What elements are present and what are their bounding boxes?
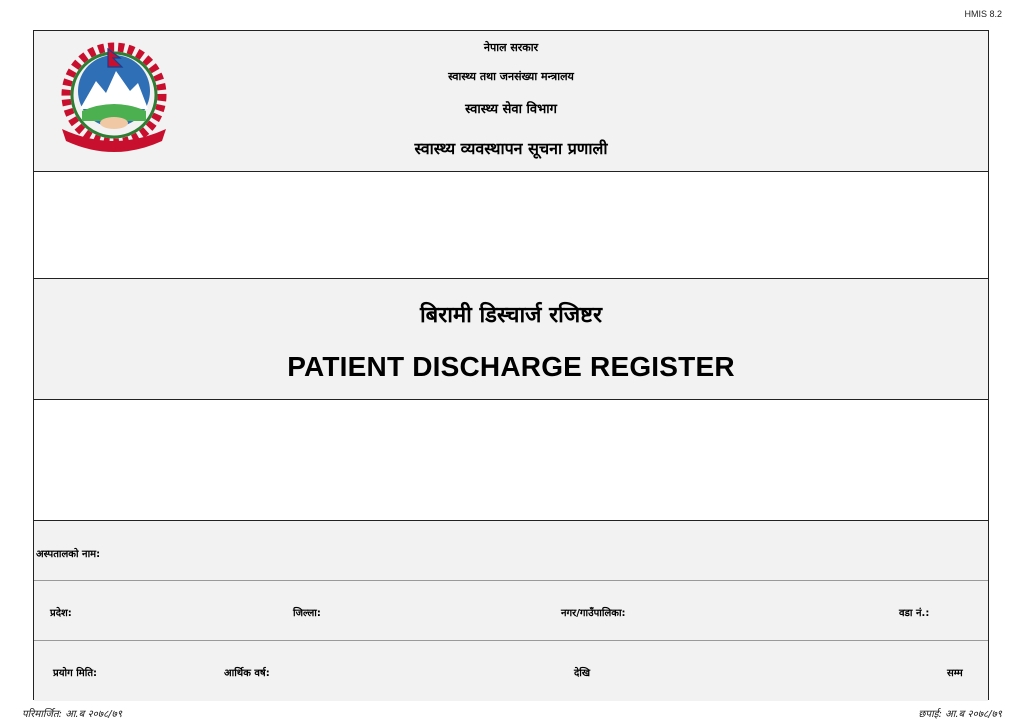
form-code: HMIS 8.2	[964, 9, 1002, 19]
info-fields-band	[34, 521, 988, 701]
ward-number-label: वडा नं.:	[899, 608, 930, 619]
district-label: जिल्ला:	[293, 608, 321, 619]
header-line-government: नेपाल सरकार	[483, 41, 539, 54]
province-label: प्रदेश:	[50, 608, 72, 619]
blank-area-top	[34, 172, 988, 278]
hospital-name-label: अस्पतालको नाम:	[36, 549, 101, 560]
blank-area-bottom	[34, 400, 988, 520]
to-label: सम्म	[947, 668, 963, 679]
header-line-ministry: स्वास्थ्य तथा जनसंख्या मन्त्रालय	[448, 70, 574, 83]
fiscal-year-label: आर्थिक वर्ष:	[224, 668, 270, 679]
title-nepali: बिरामी डिस्चार्ज रजिष्टर	[419, 303, 602, 328]
title-band	[34, 279, 988, 399]
from-label: देखि	[574, 668, 591, 679]
field-divider	[34, 640, 988, 641]
header-line-hmis: स्वास्थ्य व्यवस्थापन सूचना प्रणाली	[414, 139, 608, 158]
title-english: PATIENT DISCHARGE REGISTER	[287, 351, 735, 382]
revised-note: परिमार्जित: आ.ब २०७८/७९	[22, 709, 123, 720]
register-cover	[33, 30, 989, 700]
field-divider	[34, 580, 988, 581]
printed-note: छपाई: आ.ब २०७८/७९	[918, 709, 1002, 720]
usage-date-label: प्रयोग मिति:	[53, 668, 98, 679]
municipality-label: नगर/गाउँपालिका:	[561, 608, 626, 619]
header-line-department: स्वास्थ्य सेवा विभाग	[465, 102, 557, 117]
header-band	[34, 31, 988, 171]
